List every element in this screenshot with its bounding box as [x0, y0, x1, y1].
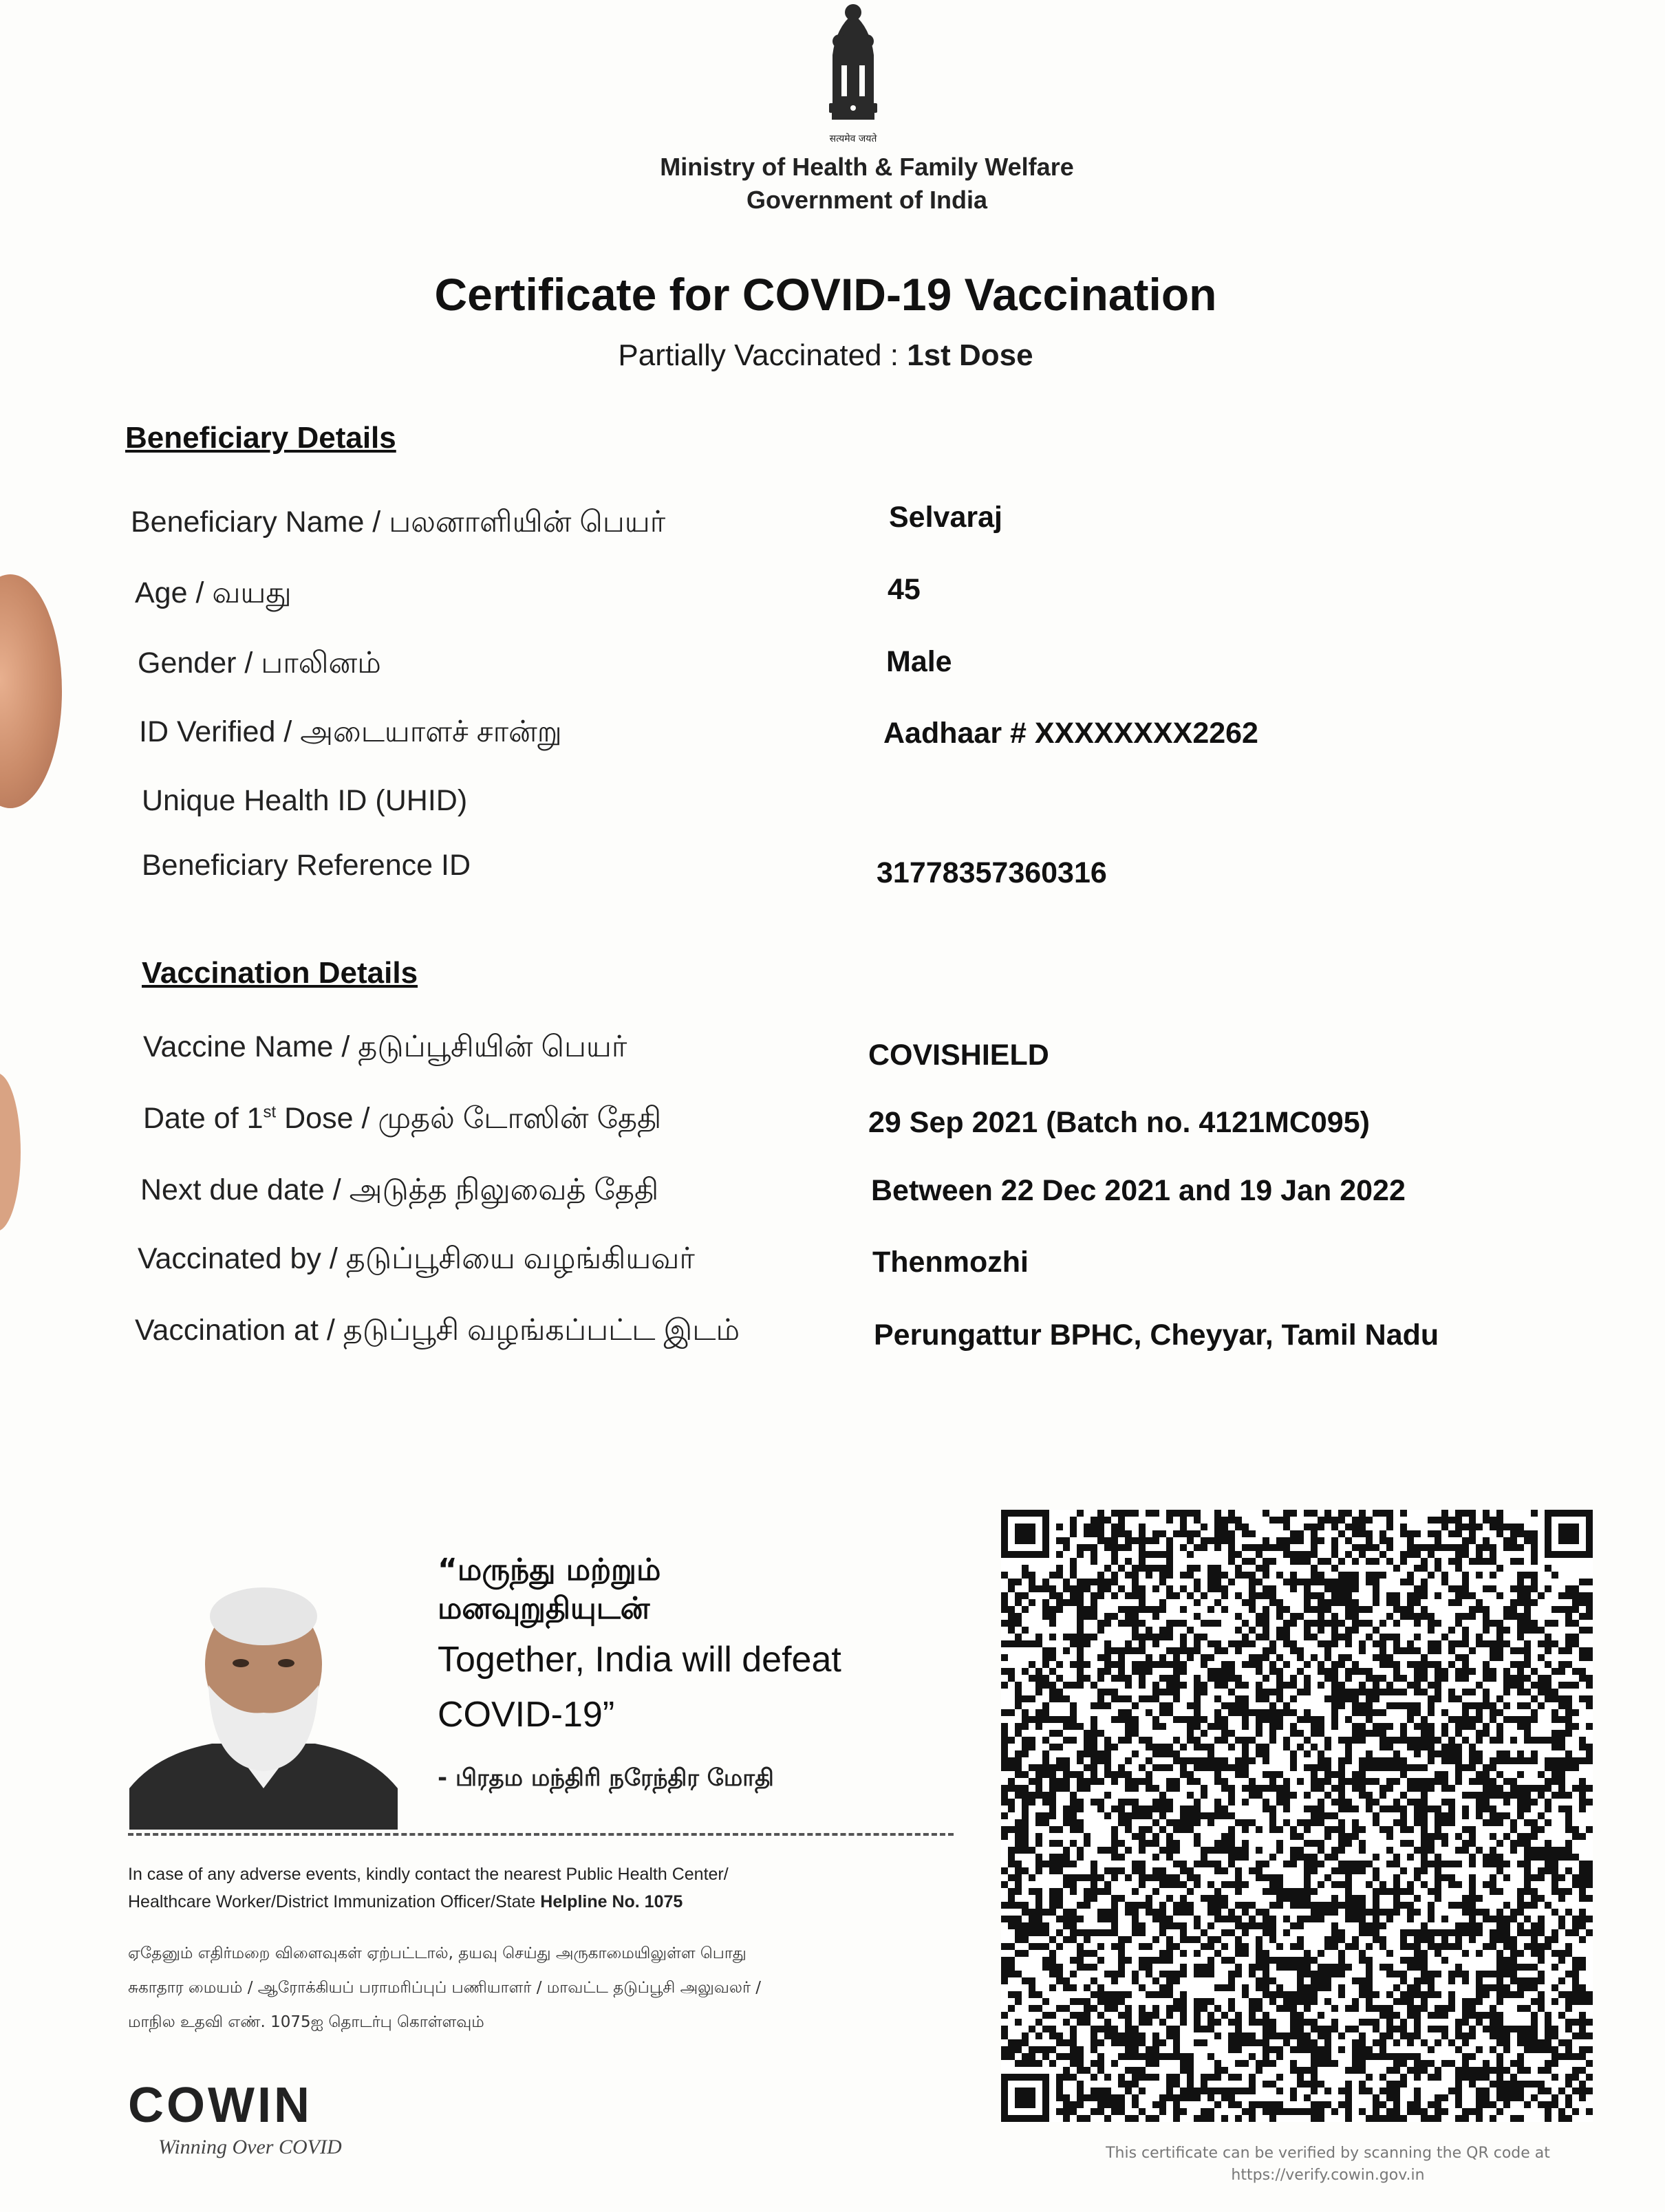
- government-name: Government of India: [746, 186, 988, 214]
- vaccinated-by-label: Vaccinated by / தடுப்பூசியை வழங்கியவர்: [138, 1242, 695, 1275]
- helpline-ta-line3: மாநில உதவி எண். 1075ஐ தொடர்பு கொள்ளவும்: [128, 2013, 484, 2031]
- first-dose-date-value: 29 Sep 2021 (Batch no. 4121MC095): [868, 1106, 1370, 1139]
- quote-english: [438, 1632, 960, 1742]
- first-dose-label-suffix: Dose / முதல் டோஸின் தேதி: [276, 1102, 662, 1135]
- helpline-en-line2-prefix: Healthcare Worker/District Immunization Officer/State: [128, 1892, 541, 1911]
- quote-english-line1: Together, India will defeat: [438, 1640, 841, 1680]
- helpline-number: Helpline No. 1075: [540, 1892, 683, 1911]
- id-verified-label: ID Verified / அடையாளச் சான்று: [139, 715, 562, 748]
- helpline-english: [128, 1861, 974, 1916]
- vaccine-name-label: Vaccine Name / தடுப்பூசியின் பெயர்: [143, 1030, 627, 1063]
- certificate-subtitle: [413, 338, 1238, 373]
- first-dose-date-label: [143, 1102, 661, 1139]
- helpline-en-line1: In case of any adverse events, kindly contact the nearest Public Health Center/: [128, 1865, 729, 1884]
- dashed-divider: [128, 1833, 954, 1836]
- gender-value: Male: [886, 645, 952, 678]
- cowin-logo: COWIN: [128, 2078, 312, 2133]
- gender-label: Gender / பாலினம்: [138, 647, 381, 680]
- reference-id-label: Beneficiary Reference ID: [142, 849, 471, 882]
- id-verified-value: Aadhaar # XXXXXXXX2262: [883, 717, 1258, 750]
- helpline-en-line2: [128, 1888, 974, 1916]
- finger-photo-artifact-lower: [0, 1073, 21, 1231]
- reference-id-value: 31778357360316: [877, 856, 1107, 889]
- quote-attribution: - பிரதம மந்திரி நரேந்திர மோதி: [438, 1764, 774, 1792]
- national-emblem-icon: [808, 0, 898, 144]
- age-label: Age / வயது: [135, 576, 292, 609]
- beneficiary-name-label: Beneficiary Name / பலனாளியின் பெயர்: [131, 506, 666, 539]
- quote-tamil-line1: “மருந்து மற்றும்: [438, 1552, 661, 1587]
- certificate-title: Certificate for COVID-19 Vaccination: [434, 269, 1217, 320]
- qr-caption-line2: https://verify.cowin.gov.in: [1231, 2167, 1425, 2184]
- helpline-ta-line1: ஏதேனும் எதிர்மறை விளைவுகள் ஏற்பட்டால், தயவு செய்து அருகாமையிலுள்ள பொது: [128, 1944, 746, 1962]
- qr-caption: [1046, 2143, 1610, 2187]
- first-dose-label-sup: st: [263, 1103, 277, 1122]
- quote-english-line2: COVID-19”: [438, 1695, 615, 1735]
- uhid-label: Unique Health ID (UHID): [142, 784, 468, 817]
- prime-minister-portrait: [129, 1582, 398, 1830]
- ministry-name: Ministry of Health & Family Welfare: [660, 153, 1074, 181]
- qr-code[interactable]: [1001, 1510, 1593, 2122]
- next-due-date-value: Between 22 Dec 2021 and 19 Jan 2022: [871, 1174, 1406, 1207]
- age-value: 45: [888, 573, 921, 606]
- qr-caption-line1: This certificate can be verified by scanning the QR code at: [1106, 2145, 1550, 2162]
- quote-tamil-line2: மனவுறுதியுடன்: [438, 1591, 650, 1626]
- vaccinated-by-value: Thenmozhi: [872, 1246, 1029, 1279]
- vaccination-at-value: Perungattur BPHC, Cheyyar, Tamil Nadu: [874, 1319, 1439, 1352]
- beneficiary-name-value: Selvaraj: [889, 501, 1002, 534]
- next-due-date-label: Next due date / அடுத்த நிலுவைத் தேதி: [140, 1173, 659, 1206]
- helpline-tamil: [128, 1936, 974, 2039]
- quote-block: [438, 1551, 960, 1742]
- finger-photo-artifact: [0, 574, 62, 808]
- subtitle-prefix: Partially Vaccinated :: [618, 338, 907, 372]
- cowin-tagline: Winning Over COVID: [158, 2136, 342, 2158]
- emblem-motto: सत्यमेव जयते: [829, 133, 877, 144]
- vaccination-section-title: Vaccination Details: [142, 956, 418, 990]
- helpline-ta-line2: சுகாதார மையம் / ஆரோக்கியப் பராமரிப்புப் பணியாளர் / மாவட்ட தடுப்பூசி அலுவலர் /: [128, 1979, 762, 1997]
- subtitle-dose: 1st Dose: [907, 338, 1033, 372]
- beneficiary-section-title: Beneficiary Details: [125, 421, 396, 455]
- vaccine-name-value: COVISHIELD: [868, 1039, 1049, 1072]
- first-dose-label-prefix: Date of 1: [143, 1102, 264, 1135]
- vaccination-at-label: Vaccination at / தடுப்பூசி வழங்கப்பட்ட இடம்: [135, 1314, 740, 1347]
- quote-tamil: [438, 1551, 960, 1628]
